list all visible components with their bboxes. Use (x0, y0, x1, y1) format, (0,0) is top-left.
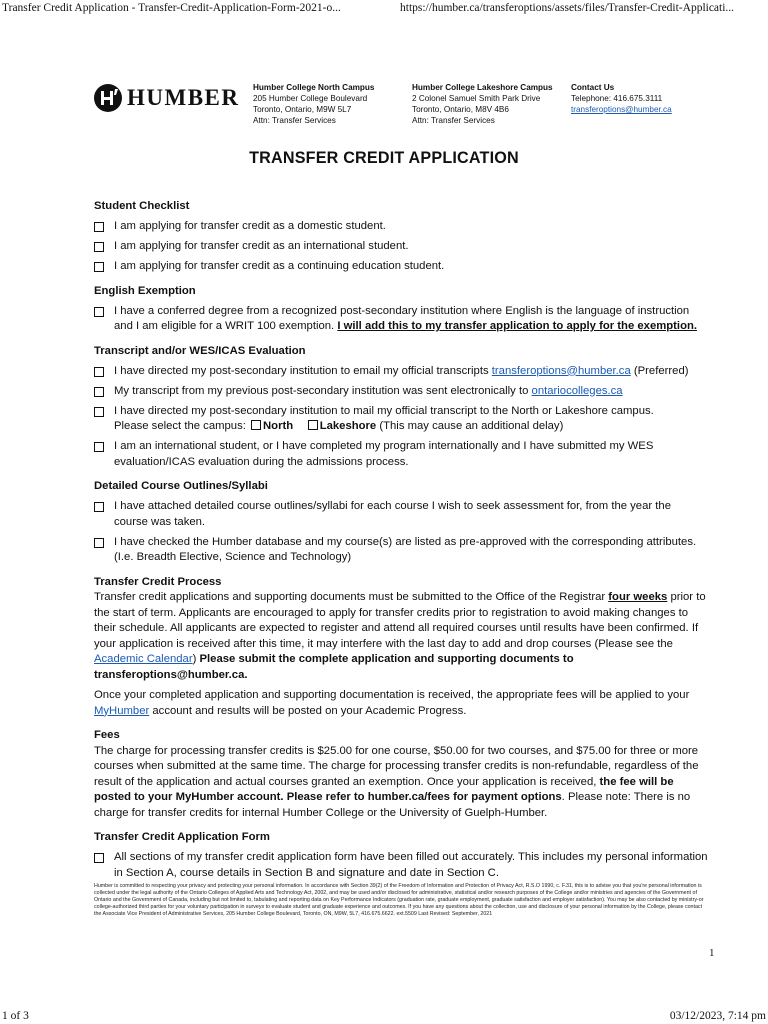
process-text: account and results will be posted on your Academic Progress. (152, 704, 467, 717)
lakeshore-campus-checkbox[interactable] (308, 420, 318, 430)
checklist-item-label: I am applying for transfer credit as an international student. (114, 240, 409, 252)
checklist-item (94, 384, 708, 400)
student-checklist-heading: Student Checklist (94, 200, 190, 212)
checklist-item-label: I have attached detailed course outlines/syllabi for each course I wish to seek assessment for, from the year the course was taken. (114, 500, 671, 528)
email-transcript-text: I have directed my post-secondary institution to email my official transcripts (114, 364, 489, 377)
checklist-item (94, 404, 708, 435)
checklist-item (94, 850, 708, 881)
mail-transcript-text: I have directed my post-secondary institution to mail my official transcript to the North or Lakeshore campus. (114, 404, 654, 417)
process-text: ) (192, 653, 197, 665)
english-exemption-checkbox[interactable] (94, 307, 104, 317)
humber-database-checkbox[interactable] (94, 538, 104, 548)
logo-text: HUMBER (127, 85, 240, 110)
international-student-checkbox[interactable] (94, 242, 104, 252)
course-outlines-heading: Detailed Course Outlines/Syllabi (94, 480, 268, 492)
checklist-item (94, 304, 708, 335)
page-title: TRANSFER CREDIT APPLICATION (249, 148, 519, 167)
fees-paragraph (94, 744, 708, 822)
lakeshore-campus-line: Toronto, Ontario, M8V 4B6 (412, 105, 509, 114)
checklist-item (94, 439, 708, 470)
print-timestamp: 03/12/2023, 7:14 pm (669, 1010, 766, 1022)
checklist-content (94, 199, 708, 881)
transfer-process-heading: Transfer Credit Process (94, 575, 222, 588)
fees-heading: Fees (94, 729, 120, 741)
application-form-heading: Transfer Credit Application Form (94, 831, 270, 843)
course-outlines-checkbox[interactable] (94, 502, 104, 512)
lakeshore-campus-title: Humber College Lakeshore Campus (412, 83, 553, 92)
continuing-education-checkbox[interactable] (94, 262, 104, 272)
humber-logo (93, 83, 240, 113)
wes-evaluation-text: I am an international student, or I have completed my program internationally and I have submitted my WES evaluation/ICAS evaluation during the admissions process. (114, 440, 654, 468)
process-text: prior to the start of term. Applicants are encouraged to apply for transfer credits prior to registration to avoid making changes to their schedule. All applicants are expected to register and attend all required courses until results have been confirmed. If your application is received after this time, it may interfere with the last day to add and drop courses (Please see the (94, 591, 706, 650)
print-footer (0, 1010, 768, 1024)
lakeshore-campus-line: 2 Colonel Samuel Smith Park Drive (412, 94, 541, 103)
print-header-url: https://humber.ca/transferoptions/assets/files/Transfer-Credit-Applicati... (400, 2, 735, 14)
north-campus-label: North (263, 420, 294, 432)
four-weeks-emphasis: four weeks (608, 591, 668, 603)
north-campus-line: Attn: Transfer Services (253, 116, 336, 125)
wes-evaluation-checkbox[interactable] (94, 442, 104, 452)
ontariocolleges-link[interactable]: ontariocolleges.ca (531, 384, 623, 397)
checklist-item-label: I am applying for transfer credit as a domestic student. (114, 220, 386, 232)
privacy-disclaimer: Humber is committed to respecting your privacy and protecting your personal information. In accordance with Section 39(2) of the Freedom of Information and Protection of Privacy Act, R.S.O 1990, c. F.31, this is to advise you that you're personal information is collected under the legal authority of the Ontario Colleges of Applied Arts and Technology Act, 2002, and may be used and/or disclosed for administrative, statistical and/or research purposes of the College and/or ministries and agencies of the Government of Ontario and the Government of Canada, including but not limited to, tabulating and reporting data on Key Performance Indicators (graduation rate, graduate employment, graduate satisfaction and employer satisfaction). You may be also contacted by ministry-or college-authorized third parties for your voluntary participation in surveys to evaluate student and graduate experience and outcomes. If you have any questions about the collection, use and disclosure of your personal information by the College, please contact the Associate Vice President of Administrative Services, 205 Humber College Boulevard, Toronto, ON, M9W, 5L7, 416.675.6622. ext.5509 Last Revised: September, 2021 (94, 883, 704, 917)
checklist-item (94, 364, 708, 380)
english-exemption-heading: English Exemption (94, 284, 196, 297)
preferred-note: (Preferred) (633, 364, 689, 377)
submit-instruction: Please submit the complete application and supporting documents to transferoptions@humber.ca. (94, 653, 574, 681)
print-page-count: 1 of 3 (2, 1010, 29, 1022)
academic-calendar-link[interactable]: Academic Calendar (94, 653, 193, 665)
checklist-item (94, 259, 708, 275)
transcript-heading: Transcript and/or WES/ICAS Evaluation (94, 344, 306, 357)
process-paragraph (94, 688, 708, 719)
page-number: 1 (709, 947, 715, 959)
fees-emphasis: the fee will be posted to your MyHumber account. Please refer to humber.ca/fees for payment options (94, 775, 674, 803)
myhumber-link[interactable]: MyHumber (94, 704, 150, 717)
domestic-student-checkbox[interactable] (94, 222, 104, 232)
campus-select-prompt: Please select the campus: (114, 420, 246, 432)
contact-phone: Telephone: 416.675.3111 (571, 94, 663, 103)
north-campus-address (253, 82, 374, 126)
process-text: Once your completed application and supporting documentation is received, the appropriate fees will be applied to your (94, 689, 690, 701)
checklist-item (94, 535, 708, 566)
fees-text: The charge for processing transfer credits is $25.00 for one course, $50.00 for two courses, and $75.00 for three or more courses when submitted at the same time. The charge for processing transfer credits is non-refundable, regardless of the result of the application and actual courses granted an exemption. Once your application is received, (94, 744, 699, 788)
electronic-transcript-text: My transcript from my previous post-secondary institution was sent electronically to (114, 384, 529, 397)
email-transcript-checkbox[interactable] (94, 367, 104, 377)
form-complete-checkbox[interactable] (94, 853, 104, 863)
north-campus-line: Toronto, Ontario, M9W 5L7 (253, 105, 352, 114)
contact-title: Contact Us (571, 83, 615, 92)
north-campus-checkbox[interactable] (251, 420, 261, 430)
print-header-title: Transfer Credit Application - Transfer-Credit-Application-Form-2021-o... (2, 2, 341, 14)
checklist-item-label: I have checked the Humber database and my course(s) are listed as pre-approved with the corresponding attributes. (I.e. Breadth Elective, Science and Technology) (114, 535, 697, 563)
english-exemption-bold: I will add this to my transfer application to apply for the exemption. (337, 320, 698, 332)
checklist-item-label: I am applying for transfer credit as a continuing education student. (114, 260, 445, 272)
checklist-item (94, 219, 708, 235)
lakeshore-campus-address (412, 82, 553, 126)
humber-logo-icon (93, 83, 123, 113)
process-paragraph (94, 590, 708, 683)
english-exemption-text: I have a conferred degree from a recognized post-secondary institution where English is the language of instruction and I am eligible for a WRIT 100 exemption. (114, 304, 690, 332)
lakeshore-campus-label: Lakeshore (319, 420, 377, 432)
contact-block (571, 82, 672, 115)
north-campus-line: 205 Humber College Boulevard (253, 94, 368, 103)
north-campus-title: Humber College North Campus (253, 83, 375, 92)
lakeshore-campus-line: Attn: Transfer Services (412, 116, 495, 125)
contact-email-link[interactable]: transferoptions@humber.ca (571, 105, 672, 114)
fees-text: . Please note: There is no charge for transfer credits for internal Humber College or the University of Guelph-Humber. (94, 791, 691, 819)
checklist-item (94, 499, 708, 530)
process-text: Transfer credit applications and supporting documents must be submitted to the Office of the Registrar (94, 591, 606, 603)
transferoptions-email-link[interactable]: transferoptions@humber.ca (491, 364, 631, 377)
delay-note: (This may cause an additional delay) (379, 420, 564, 432)
checklist-item (94, 239, 708, 255)
electronic-transcript-checkbox[interactable] (94, 387, 104, 397)
mail-transcript-checkbox[interactable] (94, 407, 104, 417)
checklist-item-label: All sections of my transfer credit application form have been filled out accurately. This includes my personal information in Section A, course details in Section B and signature and date in Section C. (114, 851, 708, 879)
